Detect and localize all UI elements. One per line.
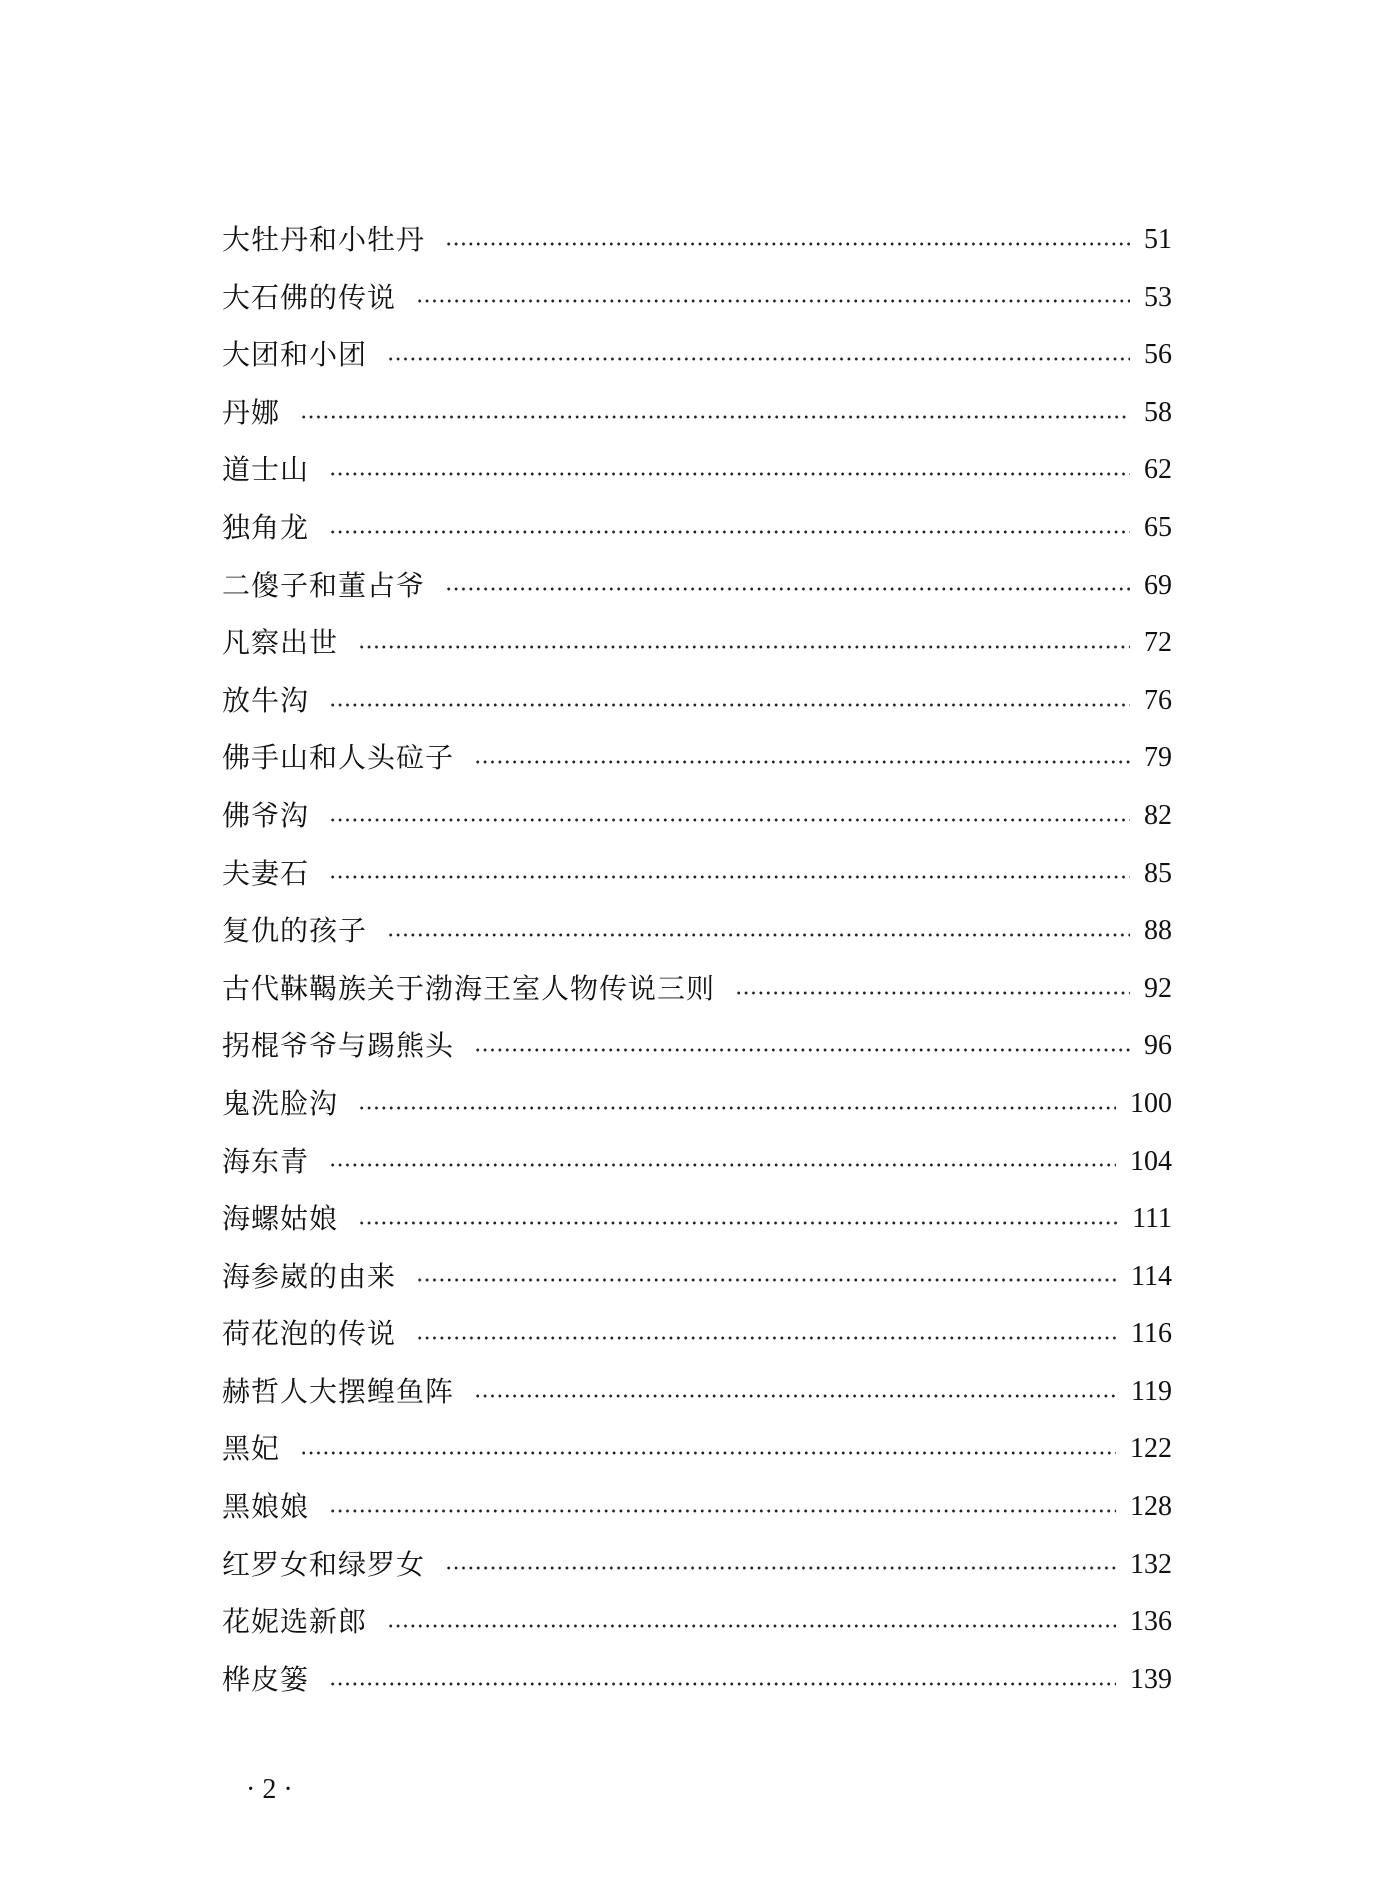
toc-entry-page: 65 — [1144, 511, 1172, 543]
toc-entry — [222, 269, 1172, 327]
toc-entry — [222, 1420, 1172, 1478]
toc-entry — [222, 729, 1172, 787]
toc-entry-page: 58 — [1144, 396, 1172, 428]
toc-entry — [222, 1190, 1172, 1248]
toc-entry-page: 51 — [1144, 224, 1172, 255]
page-number: · 2 · — [246, 1774, 293, 1805]
toc-entry-page: 119 — [1131, 1375, 1172, 1407]
toc-entry-page: 88 — [1144, 915, 1172, 947]
dot-leader — [387, 357, 1130, 361]
dot-leader — [300, 415, 1130, 419]
dot-leader — [445, 1566, 1116, 1570]
toc-entry — [222, 1075, 1172, 1133]
toc-entry-title: 黑娘娘 — [222, 1490, 310, 1524]
toc-entry — [222, 1593, 1172, 1651]
toc-entry — [222, 1248, 1172, 1306]
toc-entry-title: 黑妃 — [222, 1432, 281, 1466]
dot-leader — [735, 991, 1130, 995]
toc-entry — [222, 845, 1172, 903]
toc-entry-page: 100 — [1130, 1087, 1172, 1119]
toc-entry-title: 鬼洗脸沟 — [222, 1086, 339, 1120]
toc-entry-title: 佛手山和人头砬子 — [222, 741, 455, 775]
dot-leader — [474, 760, 1130, 764]
toc-entry-page: 82 — [1144, 799, 1172, 831]
toc-entry-title: 凡察出世 — [222, 626, 339, 660]
toc-entry-title: 大团和小团 — [222, 338, 368, 372]
toc-entry-title: 拐棍爷爷与踢熊头 — [222, 1029, 455, 1063]
toc-entry — [222, 441, 1172, 499]
toc-entry-page: 79 — [1144, 742, 1172, 774]
toc-entry-page: 96 — [1144, 1030, 1172, 1062]
toc-entry — [222, 384, 1172, 442]
toc-entry-page: 85 — [1144, 857, 1172, 889]
toc-entry-title: 道士山 — [222, 453, 310, 487]
toc-entry-title: 丹娜 — [222, 395, 281, 429]
dot-leader — [329, 703, 1130, 707]
toc-entry-page: 114 — [1131, 1260, 1172, 1292]
toc-entry-page: 56 — [1144, 339, 1172, 371]
dot-leader — [329, 875, 1130, 879]
toc-entry-page: 62 — [1144, 454, 1172, 486]
toc-entry — [222, 1536, 1172, 1594]
toc-entry-page: 128 — [1130, 1491, 1172, 1523]
dot-leader — [329, 530, 1130, 534]
toc-entry-title: 荷花泡的传说 — [222, 1317, 397, 1351]
toc-entry-title: 大牡丹和小牡丹 — [222, 223, 426, 256]
toc-entry-title: 海参崴的由来 — [222, 1259, 397, 1293]
table-of-contents — [222, 211, 1172, 1708]
toc-entry-title: 红罗女和绿罗女 — [222, 1547, 426, 1581]
toc-entry — [222, 960, 1172, 1018]
toc-entry — [222, 614, 1172, 672]
toc-entry — [222, 1305, 1172, 1363]
dot-leader — [387, 933, 1130, 937]
toc-entry-page: 136 — [1130, 1606, 1172, 1638]
dot-leader — [416, 1278, 1117, 1282]
dot-leader — [416, 299, 1130, 303]
toc-entry-title: 复仇的孩子 — [222, 914, 368, 948]
dot-leader — [358, 1106, 1116, 1110]
dot-leader — [358, 645, 1130, 649]
dot-leader — [474, 1394, 1117, 1398]
toc-entry-title: 放牛沟 — [222, 683, 310, 717]
dot-leader — [445, 587, 1130, 591]
toc-entry-page: 132 — [1130, 1548, 1172, 1580]
dot-leader — [416, 1336, 1117, 1340]
toc-entry-page: 53 — [1144, 281, 1172, 313]
toc-entry-title: 海东青 — [222, 1144, 310, 1178]
toc-entry — [222, 1478, 1172, 1536]
toc-entry — [222, 326, 1172, 384]
toc-entry-page: 92 — [1144, 972, 1172, 1004]
toc-entry-title: 赫哲人大摆鳇鱼阵 — [222, 1374, 455, 1408]
dot-leader — [329, 1682, 1116, 1686]
toc-entry-title: 大石佛的传说 — [222, 280, 397, 314]
toc-entry-page: 76 — [1144, 684, 1172, 716]
toc-entry-title: 古代靺鞨族关于渤海王室人物传说三则 — [222, 971, 716, 1005]
toc-entry — [222, 557, 1172, 615]
dot-leader — [358, 1221, 1118, 1225]
toc-entry-page: 139 — [1130, 1663, 1172, 1695]
dot-leader — [329, 818, 1130, 822]
toc-entry-title: 桦皮篓 — [222, 1662, 310, 1696]
toc-entry-title: 花妮选新郎 — [222, 1605, 368, 1639]
toc-entry — [222, 1017, 1172, 1075]
toc-entry-title: 夫妻石 — [222, 856, 310, 890]
dot-leader — [445, 242, 1130, 246]
toc-entry — [222, 211, 1172, 269]
dot-leader — [329, 1163, 1116, 1167]
dot-leader — [329, 472, 1130, 476]
dot-leader — [300, 1451, 1116, 1455]
toc-entry-page: 69 — [1144, 569, 1172, 601]
toc-entry — [222, 672, 1172, 730]
dot-leader — [329, 1509, 1116, 1513]
toc-entry — [222, 1133, 1172, 1191]
toc-entry — [222, 1651, 1172, 1709]
toc-entry — [222, 1363, 1172, 1421]
toc-entry-title: 海螺姑娘 — [222, 1202, 339, 1236]
toc-entry-page: 104 — [1130, 1145, 1172, 1177]
toc-entry — [222, 902, 1172, 960]
toc-entry-title: 佛爷沟 — [222, 798, 310, 832]
toc-entry — [222, 787, 1172, 845]
toc-entry-page: 116 — [1131, 1318, 1172, 1350]
toc-entry-title: 独角龙 — [222, 510, 310, 544]
toc-entry-page: 111 — [1132, 1203, 1172, 1235]
toc-entry — [222, 499, 1172, 557]
toc-entry-title: 二傻子和董占爷 — [222, 568, 426, 602]
toc-entry-page: 122 — [1130, 1433, 1172, 1465]
toc-entry-page: 72 — [1144, 627, 1172, 659]
dot-leader — [474, 1048, 1130, 1052]
dot-leader — [387, 1624, 1116, 1628]
